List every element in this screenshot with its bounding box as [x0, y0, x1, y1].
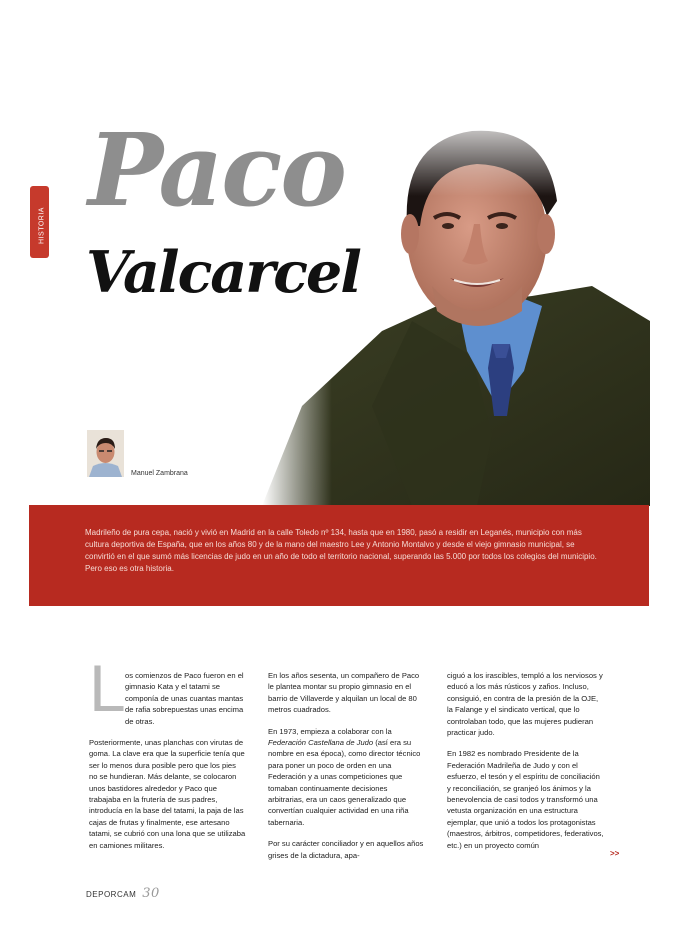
section-label: HISTORIA [38, 207, 46, 244]
federation-name: Federación Castellana de Judo [268, 738, 374, 748]
lead-paragraph: Madrileño de pura cepa, nació y vivió en Madrid en la calle Toledo nº 134, hasta que en 1980, pasó a residir en Leganés, municipio con más cultura deportiva de España, que en los años 80 y de la mano del maestro Lee y Antonio Montalvo y desde el viejo gimnasio municipal, se convirtió en el que sumó más licencias de judo en un año de todo el territorio nacional, superando las 5.000 por todos los colegios del municipio. Pero eso es otra historia. [85, 528, 597, 573]
paragraph: En 1982 es nombrado Presidente de la Federación Madrileña de Judo y con el esfuerzo, el tesón y el espíritu de conciliación y reconciliación, se granjeó los ánimos y la benevolencia de casi todos y transformó una vetusta organización en una estructura ejemplar, que unió a todos los protagonistas (maestros, árbitros, competidores, federativos, etc.) en un proyecto común [447, 749, 604, 850]
continue-arrow: >> [610, 849, 620, 858]
author-name: Manuel Zambrana [131, 470, 188, 477]
paragraph: os comienzos de Paco fueron en el gimnasio Kata y el tatami se componía de unas cuantas mantas de rafia sobrepuestas unas encima de otras. [125, 671, 244, 726]
section-tab [30, 186, 49, 258]
page-number: 30 [142, 886, 160, 901]
paragraph-text: (así era su nombre en esa época), como director técnico para poner un poco de orden en una Federación y a unas competiciones que tomaban continuamente decisiones arbitrarias, era un caos generalizado que convertían cualquier actividad en una riña tabernaria. [268, 738, 421, 827]
drop-cap: L [89, 651, 126, 725]
body-column-1 [89, 670, 246, 861]
paragraph [268, 726, 425, 829]
paragraph: En los años sesenta, un compañero de Paco le plantea montar su propio gimnasio en el barrio de Villaverde y alquilan un local de 80 metros cuadrados. [268, 671, 420, 715]
title-first-name: Paco [88, 111, 345, 229]
paragraph: Posteriormente, unas planchas con virutas de goma. La clave era que la superficie tenía que ser lo menos dura posible pero que los pies no se hundieran. Más delante, se colocaron unos bastidores alrededor y Paco que trabajaba en la frutería de sus padres, introducía en la base del tatami, la paja de las cajas de frutas y finalmente, ese artesano tatami, se cubrió con una lona que se utilizaba en camiones militares. [89, 738, 246, 850]
author-avatar [87, 430, 124, 477]
body-column-2 [268, 670, 425, 871]
body-column-3 [447, 670, 604, 861]
title-last-name: Valcarcel [86, 239, 360, 306]
paragraph: Por su carácter conciliador y en aquellos años grises de la dictadura, apa- [268, 839, 424, 860]
paragraph-text: En 1973, empieza a colaborar con la [268, 726, 392, 736]
footer-brand: DEPORCAM [86, 890, 137, 899]
page-footer [86, 886, 160, 901]
paragraph: ciguó a los irascibles, templó a los nerviosos y educó a los más rústicos y zafios. Incluso, consiguió, en contra de la presión de la OJE, la Falange y el sindicato vertical, que lo controlaban todo, que las mujeres pudieran practicar judo. [447, 671, 603, 738]
